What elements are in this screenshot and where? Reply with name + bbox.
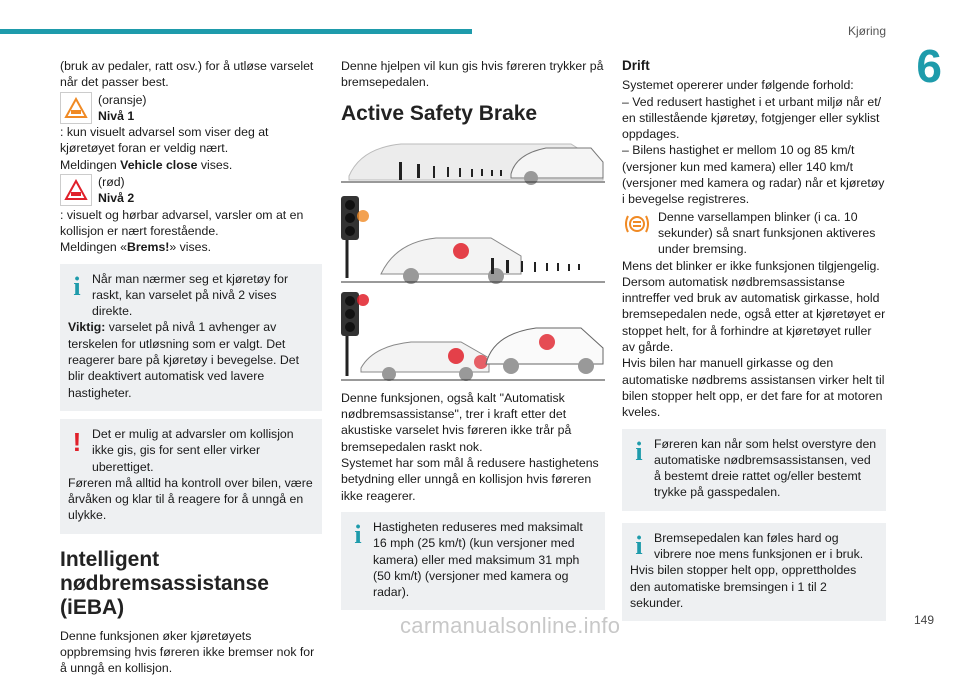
- info1-bold: Viktig:: [68, 320, 106, 335]
- orange-warning-icon: [60, 92, 92, 124]
- brake-warning-lamp-icon: [622, 209, 652, 239]
- heading-asb: Active Safety Brake: [341, 101, 538, 125]
- msg-vehicle-close: Vehicle close: [120, 157, 198, 172]
- info-box-pedal: [622, 523, 886, 621]
- level2-row: [60, 174, 322, 207]
- level2-text: : visuelt og hørbar advarsel, varsler om at en kollisjon er nært forestående.: [60, 207, 304, 238]
- pedal-info-2: Hvis bilen stopper helt opp, opprettholdes den automatiske bremsingen i 1 til 2 sekunder.: [630, 563, 857, 610]
- level1-row: [60, 92, 322, 125]
- warn-line1: Det er mulig at advarsler om kollisjon ikke gis, gis for sent eller virker uberettiget.: [92, 426, 294, 474]
- panel-3: [341, 292, 605, 381]
- level1-message: [60, 157, 322, 173]
- info-box-speed: [341, 512, 605, 610]
- info-icon: i: [635, 436, 643, 466]
- info-icon: i: [73, 271, 81, 301]
- heading-drift: Drift: [622, 58, 650, 73]
- watermark: carmanualsonline.info: [400, 612, 621, 638]
- level1-color: (oransje): [98, 92, 147, 107]
- section-title: Kjøring: [847, 24, 886, 38]
- lamp-text: Denne varsellampen blinker (i ca. 10 sekunder) så snart funksjonen aktiveres under bremsing.: [658, 209, 876, 257]
- panel-1: [341, 144, 605, 185]
- level1-desc: : kun visuelt advarsel som viser deg at kjøretøyet foran er veldig nært.: [60, 125, 269, 156]
- warn-line2: Føreren må alltid ha kontroll over bilen, være årvåken og klar til å reagere for å unngå en ulykke.: [68, 475, 313, 523]
- drift-p6: Hvis bilen har manuell girkasse og den automatiske nødbrems assistansen virker helt til bilen stopper helt opp, er det fare for at motoren kveles.: [622, 356, 885, 420]
- intro-text: (bruk av pedaler, ratt osv.) for å utløse varselet når det passer best.: [60, 59, 314, 90]
- asb-para1: Denne funksjonen, også kalt "Automatisk nødbremsassistanse", trer i kraft etter det akustiske varselet hvis føreren ikke trår på bremsepedalen raskt nok.: [341, 390, 572, 454]
- level2-color: (rød): [98, 175, 125, 190]
- header-accent-bar: [0, 29, 472, 34]
- info-icon: i: [635, 530, 643, 560]
- info-box-1: [60, 264, 322, 411]
- drift-p5: Dersom automatisk nødbremsassistanse inntreffer ved bruk av automatisk girkasse, hold bremsepedalen nede, også etter at kjøretøyet er stoppet helt, for å forhindre at kjøretøyet ruller av gårde.: [622, 274, 886, 355]
- info-icon: i: [354, 519, 362, 549]
- level2-label: Nivå 2: [98, 191, 135, 206]
- msg2-prefix: Meldingen «: [60, 240, 127, 255]
- info1-text: varselet på nivå 1 avhenger av terskelen for utløsning som er valgt. Det reagerer bare på kjøretøy i bevegelse. Det blir deaktivert automatisk ved lavere hastigheter.: [68, 320, 300, 400]
- drift-p2: – Ved redusert hastighet i et urbant miljø når et/ en stillestående kjøretøy, fotgjenger eller syklist oppdages.: [622, 94, 882, 142]
- asb-para2: Systemet har som mål å redusere hastighetens betydning eller unngå en kollisjon hvis føreren ikke reagerer.: [341, 456, 599, 503]
- msg-prefix: Meldingen: [60, 157, 121, 172]
- speed-info: Hastigheten reduseres med maksimalt 16 mph (25 km/t) (kun versjoner med kamera) eller med maksimum 31 mph (50 km/t) (versjoner med kamera og radar).: [373, 519, 583, 600]
- msg-brems: Brems!: [127, 240, 170, 255]
- drift-p1: Systemet opererer under følgende forhold:: [622, 78, 854, 93]
- column-2: [341, 58, 605, 610]
- warning-box: [60, 419, 322, 534]
- level1-label: Nivå 1: [98, 108, 135, 123]
- heading-ieba: Intelligent nødbremsassistanse (iEBA): [60, 547, 269, 619]
- info1-line2: [68, 319, 314, 400]
- info1-line1: Når man nærmer seg et kjøretøy for raskt, kan varselet på nivå 2 vises direkte.: [92, 271, 289, 319]
- column-1: [60, 58, 322, 677]
- info-box-override: [622, 429, 886, 511]
- column-3: [622, 58, 886, 621]
- page-number: 149: [913, 612, 934, 627]
- chapter-number: 6: [916, 40, 942, 92]
- override-info: Føreren kan når som helst overstyre den automatiske nødbremsassistansen, ved å bestemt dreie rattet og/eller bestemt trykke på gasspedalen.: [654, 436, 877, 500]
- ieba-body: Denne funksjonen øker kjøretøyets oppbremsing hvis føreren ikke bremser nok for å unngå en kollisjon.: [60, 628, 315, 676]
- panel-2: [341, 196, 605, 284]
- drift-p3: – Bilens hastighet er mellom 10 og 85 km/t (versjoner kun med kamera) eller 140 km/t (versjoner med kamera og radar) når et kjøretøy i bevegelse registreres.: [622, 143, 885, 207]
- level2-message: [60, 239, 322, 255]
- car-diagram: [341, 134, 605, 384]
- pedal-info-1: Bremsepedalen kan føles hard og vibrere noe mens funksjonen er i bruk.: [654, 530, 864, 562]
- msg2-suffix: » vises.: [169, 240, 212, 255]
- red-warning-icon: [60, 174, 92, 206]
- level1-text: [60, 124, 322, 157]
- col2-intro: Denne hjelpen vil kun gis hvis føreren trykker på bremsepedalen.: [341, 59, 604, 90]
- asb-illustration: [341, 134, 605, 388]
- msg-suffix: vises.: [197, 157, 233, 172]
- drift-p4: Mens det blinker er ikke funksjonen tilgjengelig.: [622, 258, 880, 273]
- exclamation-icon: !: [72, 426, 82, 457]
